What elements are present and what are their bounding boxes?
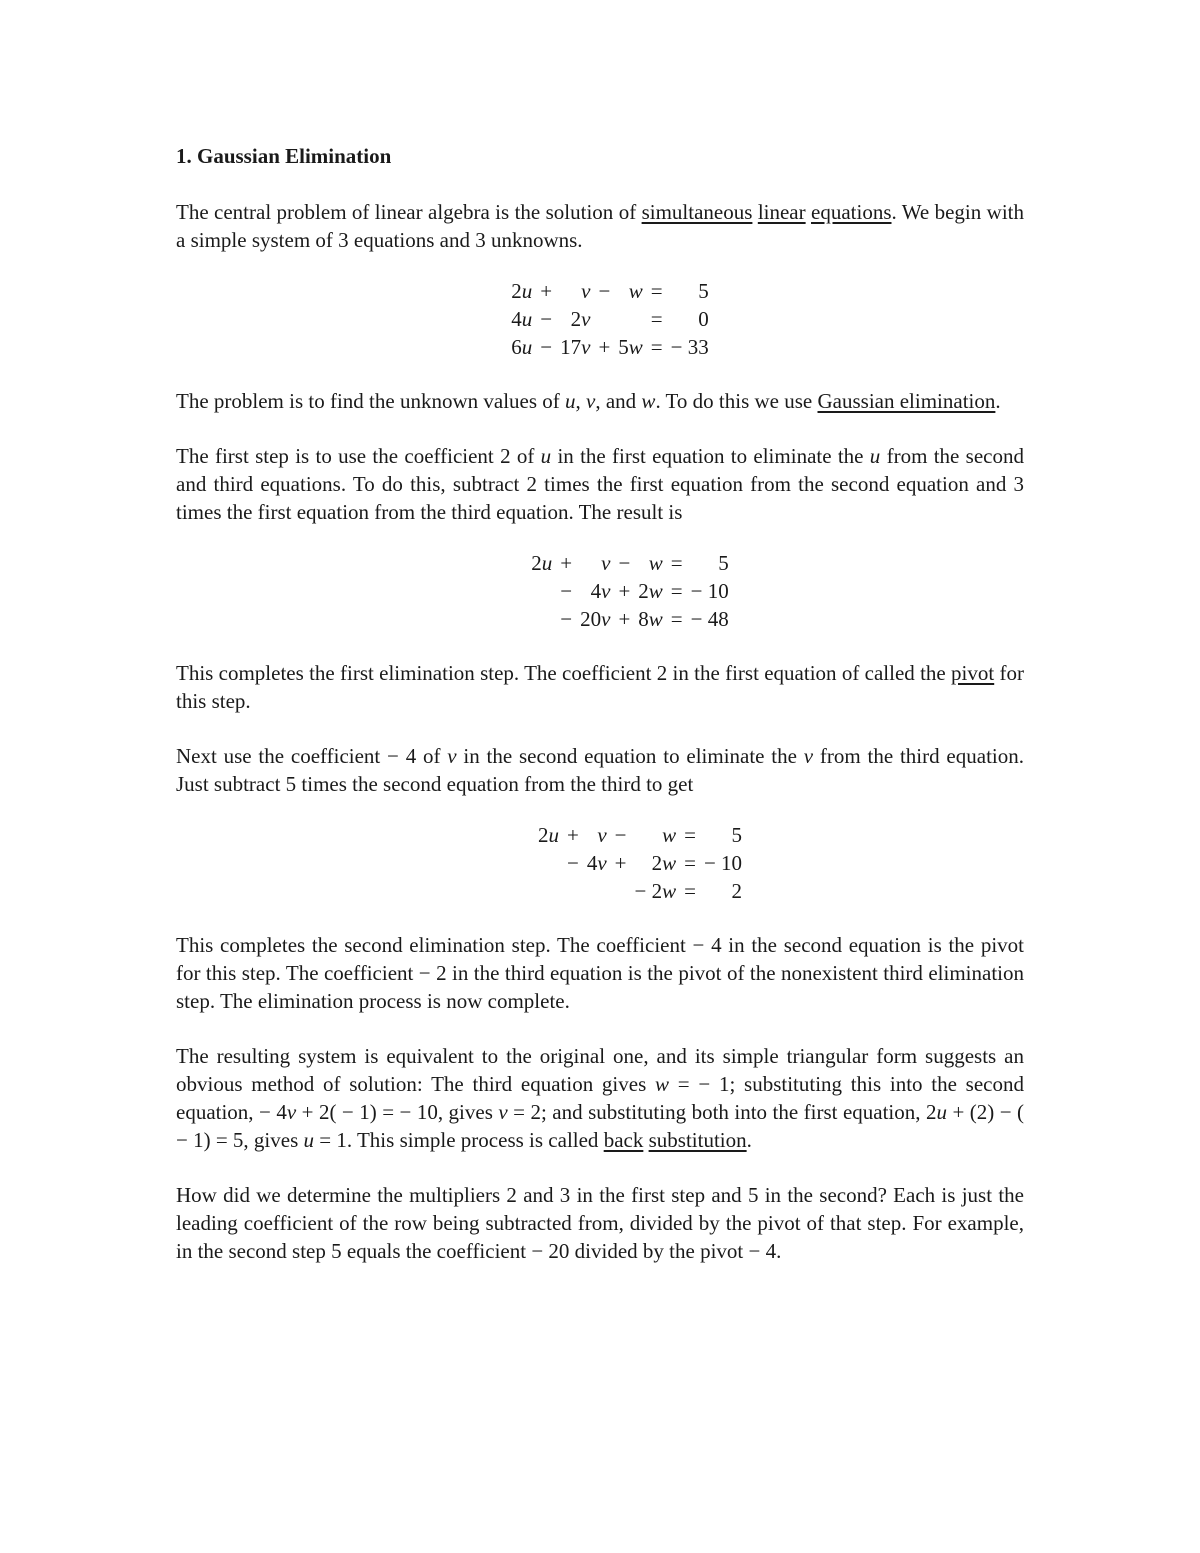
equation-term: 5w [618,335,643,359]
equation-row [507,305,712,333]
equation-table [507,277,712,361]
equation-row [507,277,712,305]
math-var: w [655,1072,670,1096]
text-run: . We begin with a simple system of 3 equations and 3 unknowns. [176,200,1024,252]
equation-term [527,605,556,633]
equation-term: 4u [511,307,533,331]
text-run: . [995,389,1001,413]
equals-sign: = [650,335,663,359]
math-var: v [597,823,607,847]
equation-system-after-step2 [256,821,1024,905]
math-var: u [521,335,533,359]
equation-term: 2w [638,579,663,603]
operator: + [598,335,611,359]
equation-term: 5 [698,279,709,303]
math-var: v [498,1100,508,1124]
text-run: from the third equation. Just subtract 5 times the second equation from the third to get [176,744,1024,796]
section-title: 1. Gaussian Elimination [176,144,392,168]
equation-term: 0 [698,307,709,331]
math-var: v [586,389,596,413]
math-var: u [303,1128,315,1152]
equation-term: 2v [570,307,591,331]
equation-term [583,877,611,905]
text-run: from the second and third equations. To do this, subtract 2 times the first equation from the second equation and 3 times the first equation from the third equation. The result is [176,444,1024,524]
paragraph-first-step [176,442,1024,526]
math-var: v [601,579,611,603]
equation-term: 2u [537,823,559,847]
text-run: The resulting system is equivalent to the original one, and its simple triangular form suggests an obvious method of solution: The third equation gives [176,1044,1024,1096]
paragraph-intro [176,198,1024,254]
math-var: w [662,879,677,903]
paragraph-pivot [176,659,1024,715]
link-gaussian-elimination[interactable]: Gaussian elimination [817,389,996,413]
equation-row [534,849,746,877]
math-var: u [541,551,553,575]
math-var: v [447,744,457,768]
equals-sign: = [650,279,663,303]
operator: + [540,279,553,303]
math-var: u [565,389,576,413]
math-var: w [648,551,663,575]
equation-term: − 33 [670,335,709,359]
text-run: in the second equation to eliminate the [456,744,804,768]
equals-sign: = [684,879,696,903]
equation-term: − 48 [690,607,729,631]
math-var: u [869,444,881,468]
text-run: This completes the first elimination step. The coefficient 2 in the first equation of called the [176,661,952,685]
link-substitution[interactable]: substitution [648,1128,747,1152]
operator: − [540,307,553,331]
equation-term [614,277,647,305]
math-var: u [540,444,552,468]
operator: − [560,579,573,603]
equation-system-after-step1 [236,549,1024,633]
equation-term: 6u [511,335,533,359]
text-run: The problem is to find the unknown values of [176,389,566,413]
link-linear[interactable]: linear [757,200,806,224]
math-var: u [521,307,533,331]
text-run: , [575,389,587,413]
math-var: w [628,335,643,359]
equation-term [576,549,614,577]
math-var: u [521,279,533,303]
equation-table [534,821,746,905]
text-run: = 2; and substituting both into the first equation, 2 [507,1100,937,1124]
math-var: v [601,551,611,575]
math-var: u [936,1100,947,1124]
equation-row [527,605,732,633]
equation-term: 2u [531,551,553,575]
equation-system-original [196,277,1024,361]
equation-term: 2 [731,879,743,903]
link-pivot[interactable]: pivot [951,661,995,685]
text-run: . [746,1128,752,1152]
math-var: v [601,607,611,631]
text-run: Next use the coefficient − 4 of [176,744,448,768]
paragraph-back-substitution [176,1042,1024,1154]
link-back[interactable]: back [603,1128,644,1152]
text-run: , and [595,389,642,413]
equation-row [527,577,732,605]
math-var: u [548,823,559,847]
equation-term: 17v [560,335,591,359]
operator: − [618,551,631,575]
math-var: w [628,279,643,303]
equation-term [614,305,647,333]
operator: − [598,279,611,303]
equation-term [583,821,611,849]
equals-sign: = [670,579,683,603]
math-var: w [641,389,656,413]
equation-term: 20v [580,607,611,631]
equation-row [534,877,746,905]
equation-term: − 2w [634,879,677,903]
paragraph-problem [176,387,1024,415]
equation-term [527,577,556,605]
equals-sign: = [650,307,663,331]
paragraph-second-step [176,742,1024,798]
math-var: v [581,335,591,359]
equation-row [507,333,712,361]
equation-term [534,877,563,905]
equation-term [634,549,667,577]
equation-term: 5 [731,823,743,847]
equation-term [630,821,680,849]
equation-row [527,549,732,577]
equals-sign: = [684,851,696,875]
math-var: v [581,279,591,303]
operator: − [540,335,553,359]
equation-term: 8w [638,607,663,631]
operator [594,305,614,333]
text-run: + (2) − ( − 1) = 5, gives [176,1100,1025,1152]
text-run: The first step is to use the coefficient 2 of [176,444,541,468]
equation-term [556,277,594,305]
equals-sign: = [670,551,683,575]
equation-term: 2u [511,279,533,303]
math-var: w [662,823,677,847]
math-var: w [648,607,663,631]
operator [563,877,583,905]
math-var: v [286,1100,297,1124]
equation-term: 2w [651,851,677,875]
text-run: . To do this we use [655,389,818,413]
text-run: = 1. This simple process is called [314,1128,604,1152]
document-content [176,140,1024,1265]
text-run: The central problem of linear algebra is the solution of [176,200,642,224]
operator: − [560,607,573,631]
equation-term: 4v [590,579,611,603]
equation-term: 4v [586,851,607,875]
math-var: w [662,851,677,875]
equation-row [534,821,746,849]
operator: + [566,823,579,847]
text-run: for this step. [176,661,1024,713]
link-simultaneous[interactable]: simultaneous [641,200,753,224]
text-run: = − 1; substituting this into the second equation, − 4 [176,1072,1024,1124]
text-run: in the first equation to eliminate the [551,444,870,468]
equation-term: − 10 [690,579,729,603]
operator: − [614,823,627,847]
math-var: v [581,307,591,331]
equation-term [534,849,563,877]
text-run: + 2( − 1) = − 10, gives [296,1100,499,1124]
math-var: v [597,851,607,875]
operator [611,877,631,905]
operator: + [618,607,631,631]
operator: − [566,851,579,875]
operator: + [560,551,573,575]
math-var: w [648,579,663,603]
equation-term: − 10 [703,851,743,875]
equation-term: 5 [718,551,729,575]
paragraph-second-complete: This completes the second elimination step. The coefficient − 4 in the second equation is the pivot for this step. The coefficient − 2 in the third equation is the pivot of the nonexistent third elimination step. The elimination process is now complete. [176,933,1024,1013]
equals-sign: = [670,607,683,631]
link-equations[interactable]: equations [811,200,892,224]
paragraph-multipliers: How did we determine the multipliers 2 and 3 in the first step and 5 in the second? Each is just the leading coefficient of the row being subtracted from, divided by the pivot of that step. For example, in the second step 5 equals the coefficient − 20 divided by the pivot − 4. [176,1183,1024,1263]
operator: + [618,579,631,603]
math-var: v [803,744,814,768]
operator: + [614,851,627,875]
equation-table [527,549,732,633]
equals-sign: = [684,823,696,847]
